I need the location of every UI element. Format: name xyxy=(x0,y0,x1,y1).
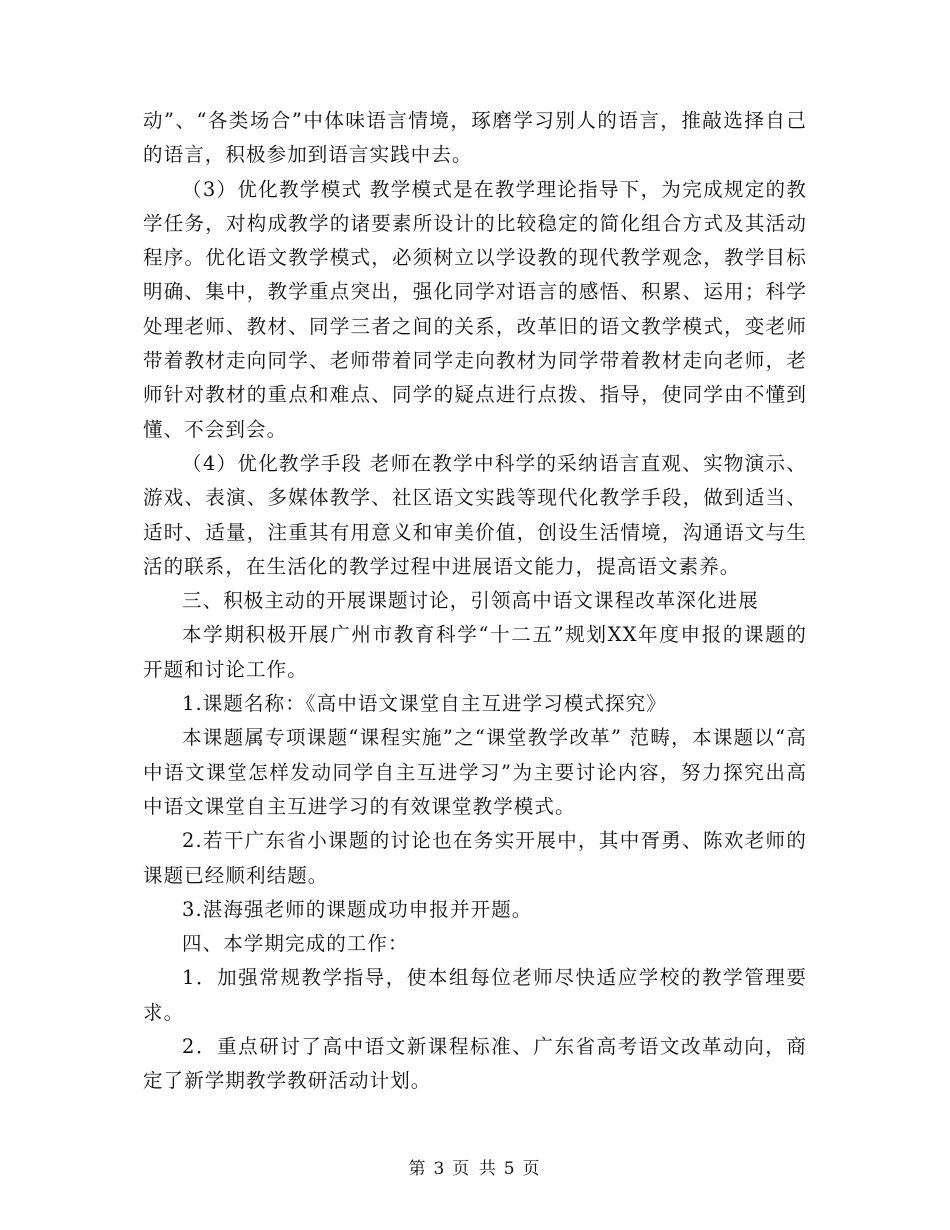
paragraph: 1.课题名称：《高中语文课堂自主互进学习模式探究》 xyxy=(182,692,667,716)
section-heading: 四、本学期完成的工作： xyxy=(182,932,409,956)
paragraph: 2.若干广东省小课题的讨论也在务实开展中，其中胥勇、陈欢老师的课题已经顺利结题。 xyxy=(143,829,807,887)
total-pages-number: 5 xyxy=(503,1159,517,1179)
paragraph: （4）优化教学手段 老师在教学中科学的采纳语言直观、实物演示、游戏、表演、多媒体教学、社区语文实践等现代化教学手段，做到适当、适时、适量，注重其有用意义和审美价值，创设生活情境，沟通语文与生活的联系，在生活化的教学过程中进展语文能力，提高语文素养。 xyxy=(143,451,807,578)
document-body xyxy=(143,104,807,1099)
paragraph: 动”、“各类场合”中体味语言情境，琢磨学习别人的语言，推敲选择自己的语言，积极参加到语言实践中去。 xyxy=(143,109,807,167)
paragraph: 本课题属专项课题“课程实施”之“课堂教学改革” 范畴，本课题以“高中语文课堂怎样发动同学自主互进学习”为主要讨论内容，努力探究出高中语文课堂自主互进学习的有效课堂教学模式。 xyxy=(143,726,807,818)
paragraph: 1．加强常规教学指导，使本组每位老师尽快适应学校的教学管理要求。 xyxy=(143,966,807,1024)
footer-middle: 页 共 xyxy=(452,1159,498,1179)
paragraph: 3.湛海强老师的课题成功申报并开题。 xyxy=(182,897,533,921)
paragraph: 2．重点研讨了高中语文新课程标准、广东省高考语文改革动向，商定了新学期教学教研活动计划。 xyxy=(143,1035,807,1093)
footer-prefix: 第 xyxy=(408,1159,428,1179)
current-page-number: 3 xyxy=(433,1159,447,1179)
paragraph: 本学期积极开展广州市教育科学“十二五”规划XX年度申报的课题的开题和讨论工作。 xyxy=(143,623,807,681)
page-footer xyxy=(0,1154,950,1179)
section-heading: 三、积极主动的开展课题讨论，引领高中语文课程改革深化进展 xyxy=(182,589,759,613)
paragraph: （3）优化教学模式 教学模式是在教学理论指导下，为完成规定的教学任务，对构成教学的诸要素所设计的比较稳定的简化组合方式及其活动程序。优化语文教学模式，必须树立以学设教的现代教学观念，教学目标明确、集中，教学重点突出，强化同学对语言的感悟、积累、运用；科学处理老师、教材、同学三者之间的关系，改革旧的语文教学模式，变老师带着教材走向同学、老师带着同学走向教材为同学带着教材走向老师，老师针对教材的重点和难点、同学的疑点进行点拨、指导，使同学由不懂到懂、不会到会。 xyxy=(143,177,807,441)
footer-suffix: 页 xyxy=(522,1159,542,1179)
